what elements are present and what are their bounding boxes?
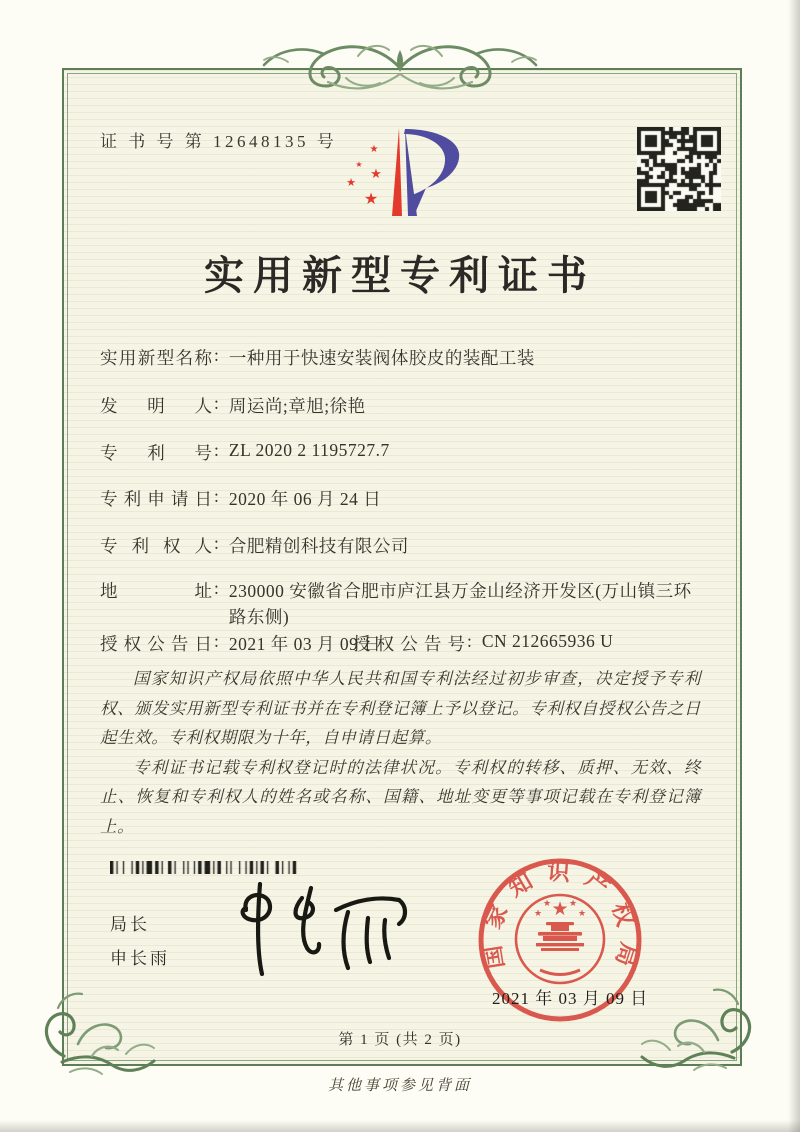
- qr-code: [637, 127, 721, 211]
- scan-edge-shadow-right: [788, 0, 800, 1132]
- certificate-title: 实用新型专利证书: [204, 253, 596, 298]
- field-row-grant: [100, 631, 614, 656]
- svg-text:★: ★: [533, 909, 543, 919]
- svg-text:国家知识产权局: [478, 859, 643, 982]
- field-label: 授权公告日: [100, 634, 212, 654]
- legal-paragraph-1: 国家知识产权局依照中华人民共和国专利法经过初步审查，决定授予专利权、颁发实用新型专利证书并在专利登记簿上予以登记。专利权自授权公告之日起生效。专利权期限为十年，自申请日起算。: [100, 669, 701, 747]
- field-colon: :: [214, 345, 219, 365]
- field-row-name: [100, 345, 535, 370]
- svg-text:★: ★: [577, 909, 587, 919]
- seal-text: 国家知识产权局: [478, 858, 642, 982]
- cnipa-logo-icon: [328, 100, 484, 242]
- svg-text:★: ★: [346, 176, 356, 189]
- certificate-number: 证 书 号 第 12648135 号: [100, 132, 338, 151]
- field-colon: :: [214, 393, 219, 413]
- grant-number-pair: [353, 631, 613, 656]
- svg-text:★: ★: [369, 144, 379, 155]
- page-number: 第 1 页 (共 2 页): [338, 1032, 462, 1048]
- field-label: 专利号: [100, 443, 212, 463]
- field-row-address: [100, 578, 707, 630]
- svg-text:★: ★: [551, 898, 569, 920]
- svg-text:★: ★: [355, 160, 363, 169]
- field-label: 授权公告号: [353, 634, 465, 654]
- field-colon: :: [214, 440, 219, 460]
- field-value: 周运尚;章旭;徐艳: [228, 396, 366, 416]
- field-label: 发明人: [100, 396, 212, 416]
- field-value: 一种用于快速安装阀体胶皮的装配工装: [228, 348, 535, 368]
- back-note: 其他事项参见背面: [327, 1078, 472, 1094]
- national-emblem-icon: [516, 895, 604, 983]
- field-colon: :: [214, 533, 219, 553]
- field-value: 合肥精创科技有限公司: [228, 536, 409, 556]
- field-value: 2020 年 06 月 24 日: [228, 489, 382, 509]
- seal-date: 2021 年 03 月 09 日: [492, 989, 649, 1008]
- field-label: 专利权人: [100, 536, 212, 556]
- svg-text:★: ★: [568, 899, 578, 909]
- scan-edge-shadow-bottom: [0, 1120, 800, 1132]
- signer-name: 申长雨: [110, 949, 170, 968]
- top-flourish-ornament: [258, 34, 542, 104]
- field-row-inventor: [100, 393, 366, 418]
- svg-text:★: ★: [370, 167, 382, 182]
- field-label: 实用新型名称: [100, 348, 212, 368]
- field-colon: :: [214, 631, 219, 651]
- field-row-patent-number: [100, 440, 390, 465]
- field-colon: :: [214, 578, 219, 598]
- director-signature: [216, 876, 416, 981]
- barcode: [110, 861, 310, 874]
- field-label: 地址: [100, 581, 212, 601]
- legal-paragraph-2: 专利证书记载专利权登记时的法律状况。专利权的转移、质押、无效、终止、恢复和专利权人的姓名或名称、国籍、地址变更等事项记载在专利登记簿上。: [100, 757, 701, 836]
- field-row-patentee: [100, 533, 409, 558]
- field-value: ZL 2020 2 1195727.7: [228, 440, 390, 460]
- field-label: 专利申请日: [100, 489, 212, 509]
- field-colon: :: [467, 631, 472, 651]
- svg-text:★: ★: [542, 899, 552, 909]
- field-colon: :: [214, 486, 219, 506]
- svg-text:★: ★: [363, 189, 379, 208]
- field-value: 2021 年 03 月 09 日: [228, 634, 382, 654]
- field-value: 230000 安徽省合肥市庐江县万金山经济开发区(万山镇三环路东侧): [228, 581, 692, 627]
- legal-text: [100, 664, 701, 841]
- signer-title: 局长: [110, 915, 150, 934]
- field-row-filing-date: [100, 486, 381, 511]
- field-value: CN 212665936 U: [481, 631, 614, 651]
